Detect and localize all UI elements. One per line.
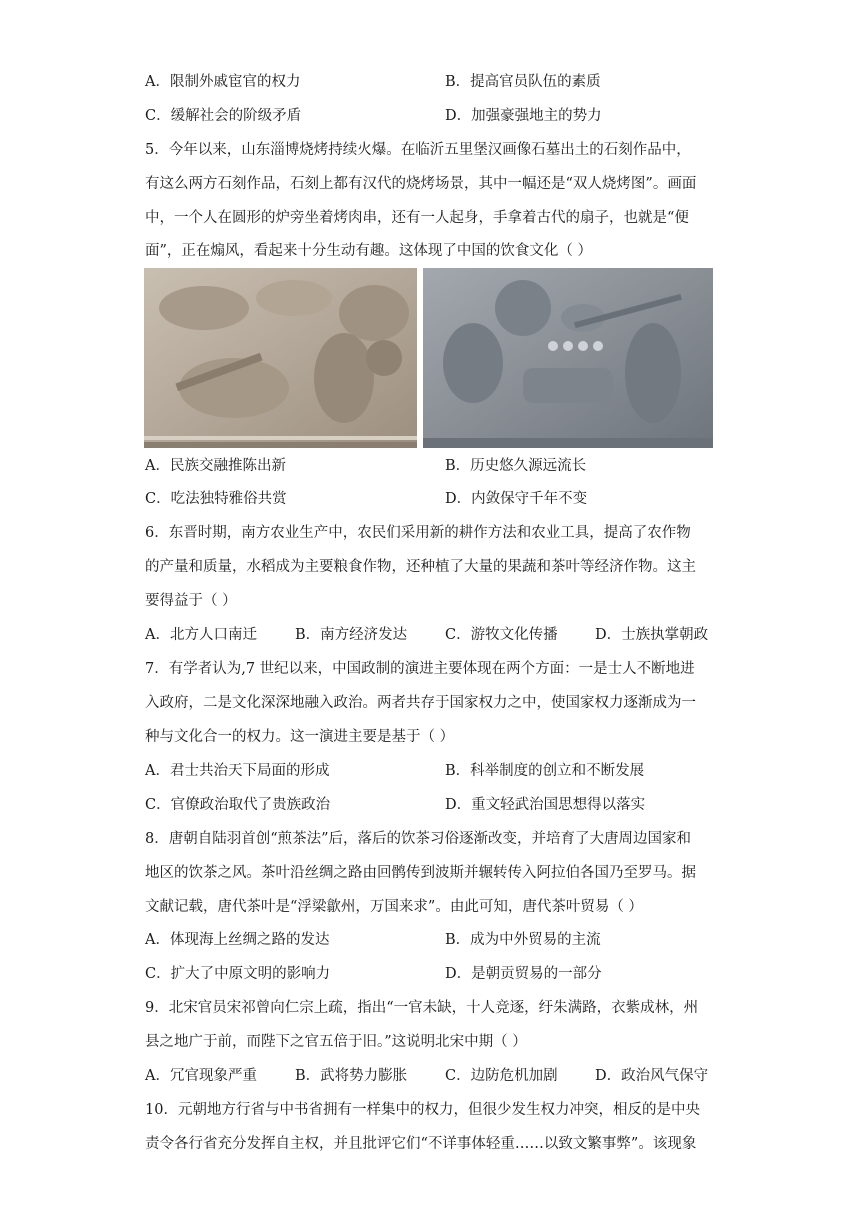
q4-option-c: C．缓解社会的阶级矛盾 [145,108,302,124]
q6-option-a: A．北方人口南迁 [145,627,257,643]
q9-option-a: A．冗官现象严重 [145,1068,257,1084]
q7-option-b: B．科举制度的创立和不断发展 [445,763,645,779]
q6-stem-line-3: 要得益于（ ） [145,593,237,609]
q5-option-a: A．民族交融推陈出新 [145,458,286,474]
q8-stem-line-1: 8．唐朝自陆羽首创“煎茶法”后，落后的饮茶习俗逐渐改变，并培育了大唐周边国家和 [145,831,692,847]
q6-stem-line-2: 的产量和质量，水稻成为主要粮食作物，还种植了大量的果蔬和茶叶等经济作物。这主 [145,559,696,575]
q8-stem-line-2: 地区的饮茶之风。茶叶沿丝绸之路由回鹘传到波斯并辗转传入阿拉伯各国乃至罗马。据 [145,865,696,881]
q8-option-d: D．是朝贡贸易的一部分 [445,966,602,982]
q7-option-c: C．官僚政治取代了贵族政治 [145,797,331,813]
q4-option-a: A．限制外戚宦官的权力 [145,74,301,90]
q5-stem-line-3: 中，一个人在圆形的炉旁坐着烤肉串，还有一人起身，手拿着古代的扇子，也就是“便 [145,210,689,226]
stone-relief-photo-right [423,268,713,448]
q4-option-d: D．加强豪强地主的势力 [445,108,602,124]
q7-stem-line-1: 7．有学者认为,7 世纪以来，中国政制的演进主要体现在两个方面：一是士人不断地进 [145,661,695,677]
q7-stem-line-3: 种与文化合一的权力。这一演进主要是基于（ ） [145,729,455,745]
q6-option-d: D．士族执掌朝政 [595,627,709,643]
stone-relief-photo-left [144,268,417,448]
q8-option-b: B．成为中外贸易的主流 [445,932,601,948]
q5-stem-line-4: 面”，正在煽风，看起来十分生动有趣。这体现了中国的饮食文化（ ） [145,243,593,259]
q6-option-b: B．南方经济发达 [295,627,408,643]
q7-stem-line-2: 入政府，二是文化深深地融入政治。两者共存于国家权力之中，使国家权力逐渐成为一 [145,695,696,711]
q7-option-a: A．君士共治天下局面的形成 [145,763,330,779]
q6-stem-line-1: 6．东晋时期，南方农业生产中，农民们采用新的耕作方法和农业工具，提高了农作物 [145,525,691,541]
q5-stem-line-1: 5．今年以来，山东淄博烧烤持续火爆。在临沂五里堡汉画像石墓出土的石刻作品中， [145,142,691,158]
q5-option-d: D．内敛保守千年不变 [445,491,588,507]
q10-stem-line-2: 责令各行省充分发挥自主权，并且批评它们“不详事体轻重……以致文繁事弊”。该现象 [145,1136,697,1152]
q8-option-a: A．体现海上丝绸之路的发达 [145,932,330,948]
q9-option-b: B．武将势力膨胀 [295,1068,408,1084]
q5-option-b: B．历史悠久源远流长 [445,458,587,474]
q5-stem-line-2: 有这么两方石刻作品，石刻上都有汉代的烧烤场景，其中一幅还是“双人烧烤图”。画面 [145,176,697,192]
q6-option-c: C．游牧文化传播 [445,627,558,643]
q5-option-c: C．吃法独特雅俗共赏 [145,491,287,507]
q9-option-c: C．边防危机加剧 [445,1068,558,1084]
q9-stem-line-1: 9．北宋官员宋祁曾向仁宗上疏，指出“一官未缺，十人竞逐，纡朱满路，衣紫成林，州 [145,1000,699,1016]
q4-option-b: B．提高官员队伍的素质 [445,74,601,90]
q8-option-c: C．扩大了中原文明的影响力 [145,966,331,982]
q8-stem-line-3: 文献记载，唐代茶叶是“浮梁歙州，万国来求”。由此可知，唐代茶叶贸易（ ） [145,899,643,915]
q9-stem-line-2: 县之地广于前，而陛下之官五倍于旧。”这说明北宋中期（ ） [145,1034,527,1050]
q10-stem-line-1: 10．元朝地方行省与中书省拥有一样集中的权力，但很少发生权力冲突，相反的是中央 [145,1102,700,1118]
q7-option-d: D．重文轻武治国思想得以落实 [445,797,646,813]
q9-option-d: D．政治风气保守 [595,1068,709,1084]
